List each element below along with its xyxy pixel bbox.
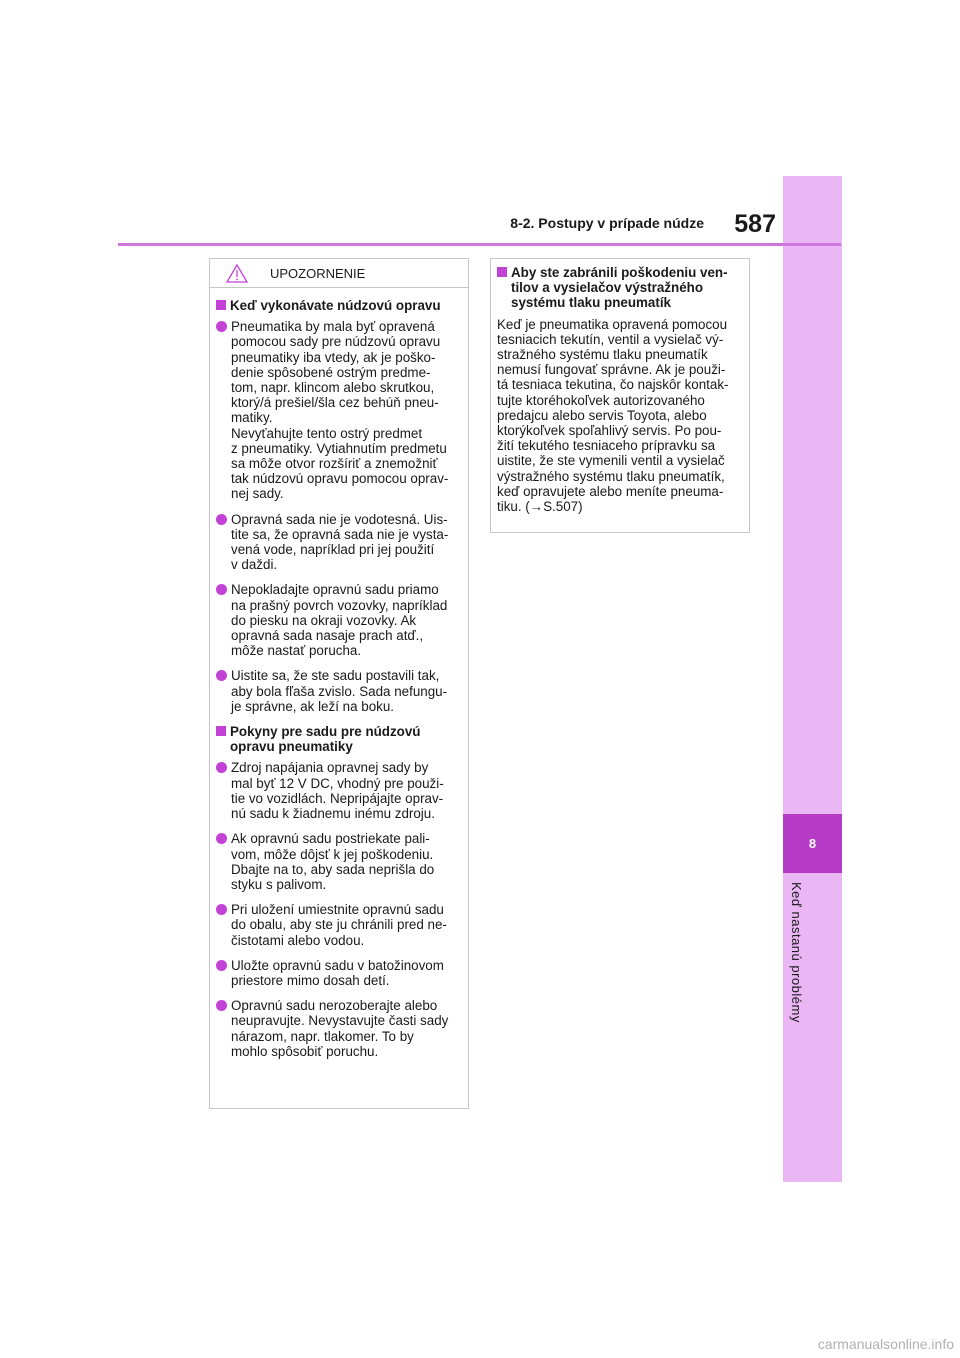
round-bullet-icon (216, 670, 227, 681)
info-body: Keď je pneumatika opravená pomocou tesniacich tekutín, ventil a vysielač vý- stražného systému tlaku pneumatík nemusí fungovať správne. Ak je použi- tá tesniaca tekutina, čo najskôr kontak- tujte ktoréhokoľvek autorizovaného predajcu alebo servis Toyota, alebo ktorýkoľvek spoľahlivý servis. Po pou- žití tekutého tesniaceho prípravku sa uistite, že ste vymenili ventil a vysielač výstražného systému tlaku pneumatík, keď opravujete alebo meníte pneuma- tiku. (→S.507) (497, 316, 729, 515)
list-item: Opravnú sadu nerozoberajte alebo neupravujte. Nevystavujte časti sady nárazom, napr. tlakomer. To by mohlo spôsobiť poruchu. (216, 998, 462, 1059)
list-item: Uložte opravnú sadu v batožinovom priestore mimo dosah detí. (216, 958, 462, 988)
info-box (490, 258, 750, 533)
list-item: Nepokladajte opravnú sadu priamo na prašný povrch vozovky, napríklad do piesku na okraji vozovky. Ak opravná sada nasaje prach atď., môže nastať porucha. (216, 582, 462, 658)
warning-header (210, 259, 468, 288)
section-heading: Pokyny pre sadu pre núdzovú opravu pneumatiky (216, 724, 462, 754)
warning-title: UPOZORNENIE (270, 265, 366, 281)
list-item: Uistite sa, že ste sadu postavili tak, aby bola fľaša zvislo. Sada nefungu- je správne, ak leží na boku. (216, 668, 462, 714)
square-bullet-icon (497, 267, 507, 277)
list-item: Zdroj napájania opravnej sady by mal byť 12 V DC, vhodný pre použi- tie vo vozidlách. Nepripájajte oprav- nú sadu k žiadnemu inému zdroju. (216, 760, 462, 821)
section-heading: Keď vykonávate núdzovú opravu (216, 298, 462, 313)
list-item: Opravná sada nie je vodotesná. Uis- tite sa, že opravná sada nie je vysta- vená vode, napríklad pri jej použití v daždi. (216, 512, 462, 573)
chapter-label: Keď nastanú problémy (789, 882, 804, 1023)
square-bullet-icon (216, 726, 226, 736)
round-bullet-icon (216, 1000, 227, 1011)
round-bullet-icon (216, 833, 227, 844)
warning-box (209, 258, 469, 1109)
round-bullet-icon (216, 904, 227, 915)
watermark: carmanualsonline.info (817, 1336, 954, 1352)
round-bullet-icon (216, 514, 227, 525)
round-bullet-icon (216, 321, 227, 332)
round-bullet-icon (216, 584, 227, 595)
round-bullet-icon (216, 762, 227, 773)
header-rule (118, 243, 841, 246)
list-item: Pneumatika by mala byť opravená pomocou sady pre núdzovú opravu pneumatiky iba vtedy, ak je poško- denie spôsobené ostrým predme- tom, napr. klincom alebo skrutkou, ktorý/á prešiel/šla cez behúň pneu- matiky. Nevyťahujte tento ostrý predmet z pneumatiky. Vytiahnutím predmetu sa môže otvor rozšíriť a znemožniť tak núdzovú opravu pomocou oprav- nej sady. (216, 319, 462, 501)
round-bullet-icon (216, 960, 227, 971)
list-item: Ak opravnú sadu postriekate pali- vom, môže dôjsť k jej poškodeniu. Dbajte na to, aby sada neprišla do styku s palivom. (216, 831, 462, 892)
section-title: 8-2. Postupy v prípade núdze (510, 215, 704, 231)
info-content (491, 259, 749, 514)
info-heading: Aby ste zabránili poškodeniu ven- tilov a vysielačov výstražného systému tlaku pneumatík (497, 265, 743, 311)
warning-content (210, 288, 468, 1059)
chapter-number: 8 (783, 814, 842, 873)
warning-triangle-icon (226, 264, 248, 283)
page-number: 587 (734, 210, 776, 238)
square-bullet-icon (216, 300, 226, 310)
list-item: Pri uložení umiestnite opravnú sadu do obalu, aby ste ju chránili pred ne- čistotami alebo vodou. (216, 902, 462, 948)
